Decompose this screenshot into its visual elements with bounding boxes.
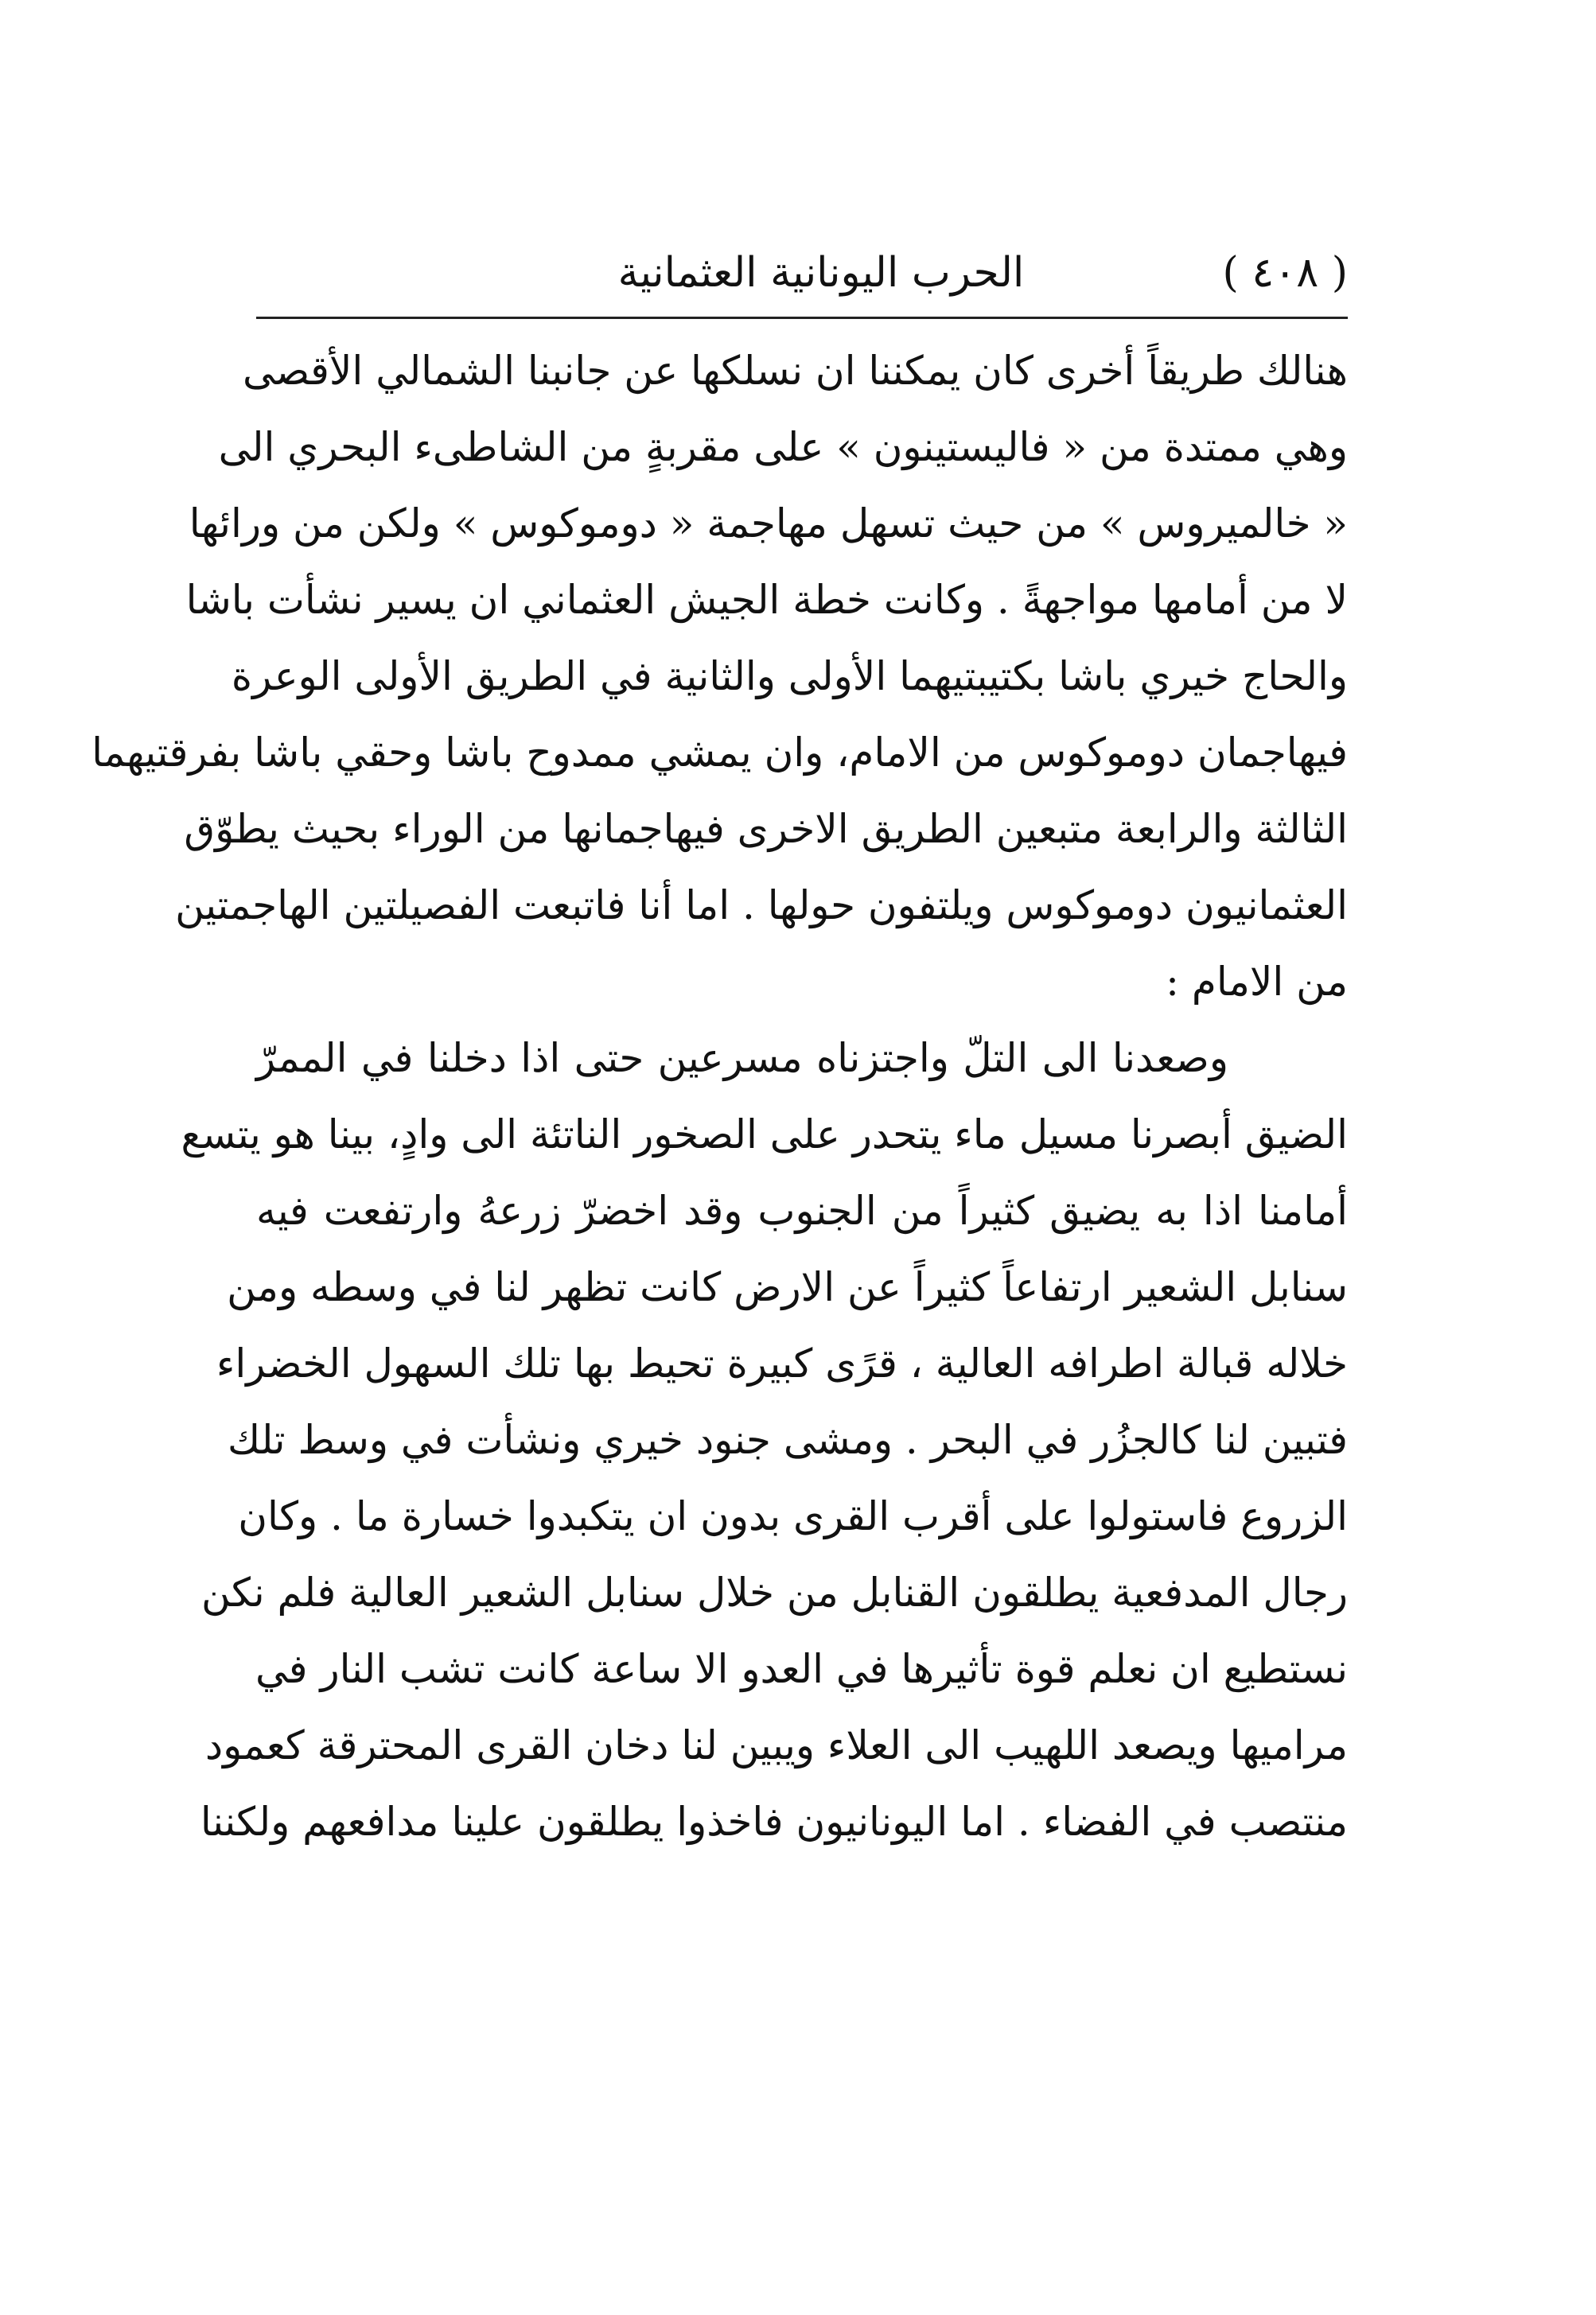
text-line: سنابل الشعير ارتفاعاً كثيراً عن الارض كانت تظهر لنا في وسطه ومن <box>227 1264 1348 1310</box>
body-text <box>91 333 1348 1860</box>
text-line: فيهاجمان دوموكوس من الامام، وان يمشي ممدوح باشا وحقي باشا بفرقتيهما <box>91 730 1348 776</box>
text-line: « خالميروس » من حيث تسهل مهاجمة « دوموكوس » ولكن من ورائها <box>189 500 1348 547</box>
text-line: من الامام : <box>1166 959 1348 1005</box>
text-line: العثمانيون دوموكوس ويلتفون حولها . اما أنا فاتبعت الفصيلتين الهاجمتين <box>175 882 1348 928</box>
text-line: الضيق أبصرنا مسيل ماء يتحدر على الصخور الناتئة الى وادٍ، بينا هو يتسع <box>181 1111 1348 1158</box>
text-line: وهي ممتدة من « فاليستينون » على مقربةٍ من الشاطىء البحري الى <box>218 424 1348 470</box>
text-line: هنالك طريقاً أخرى كان يمكننا ان نسلكها عن جانبنا الشمالي الأقصى <box>242 348 1348 394</box>
page-number: ( ٤٠٨ ) <box>1222 249 1348 297</box>
text-line: رجال المدفعية يطلقون القنابل من خلال سنابل الشعير العالية فلم نكن <box>201 1570 1348 1616</box>
page-header <box>256 239 1348 310</box>
header-divider <box>256 317 1348 319</box>
text-line: والحاج خيري باشا بكتيبتيهما الأولى والثانية في الطريق الأولى الوعرة <box>231 653 1348 699</box>
text-line: لا من أمامها مواجهةً . وكانت خطة الجيش العثماني ان يسير نشأت باشا <box>185 577 1348 623</box>
text-line: خلاله قبالة اطرافه العالية ، قرًى كبيرة تحيط بها تلك السهول الخضراء <box>216 1340 1348 1387</box>
text-line: نستطيع ان نعلم قوة تأثيرها في العدو الا ساعة كانت تشب النار في <box>255 1646 1348 1692</box>
text-line: أمامنا اذا به يضيق كثيراً من الجنوب وقد اخضرّ زرعهُ وارتفعت فيه <box>256 1188 1348 1234</box>
running-title: الحرب اليونانية العثمانية <box>617 249 1025 297</box>
text-line: الثالثة والرابعة متبعين الطريق الاخرى فيهاجمانها من الوراء بحيث يطوّق <box>184 806 1348 852</box>
text-line: فتبين لنا كالجزُر في البحر . ومشى جنود خيري ونشأت في وسط تلك <box>227 1417 1348 1463</box>
text-line: وصعدنا الى التلّ واجتزناه مسرعين حتى اذا دخلنا في الممرّ <box>256 1035 1228 1081</box>
text-line: الزروع فاستولوا على أقرب القرى بدون ان يتكبدوا خسارة ما . وكان <box>238 1493 1348 1539</box>
text-line: مراميها ويصعد اللهيب الى العلاء ويبين لنا دخان القرى المحترقة كعمود <box>204 1722 1348 1768</box>
text-line: منتصب في الفضاء . اما اليونانيون فاخذوا يطلقون علينا مدافعهم ولكننا <box>200 1799 1348 1845</box>
